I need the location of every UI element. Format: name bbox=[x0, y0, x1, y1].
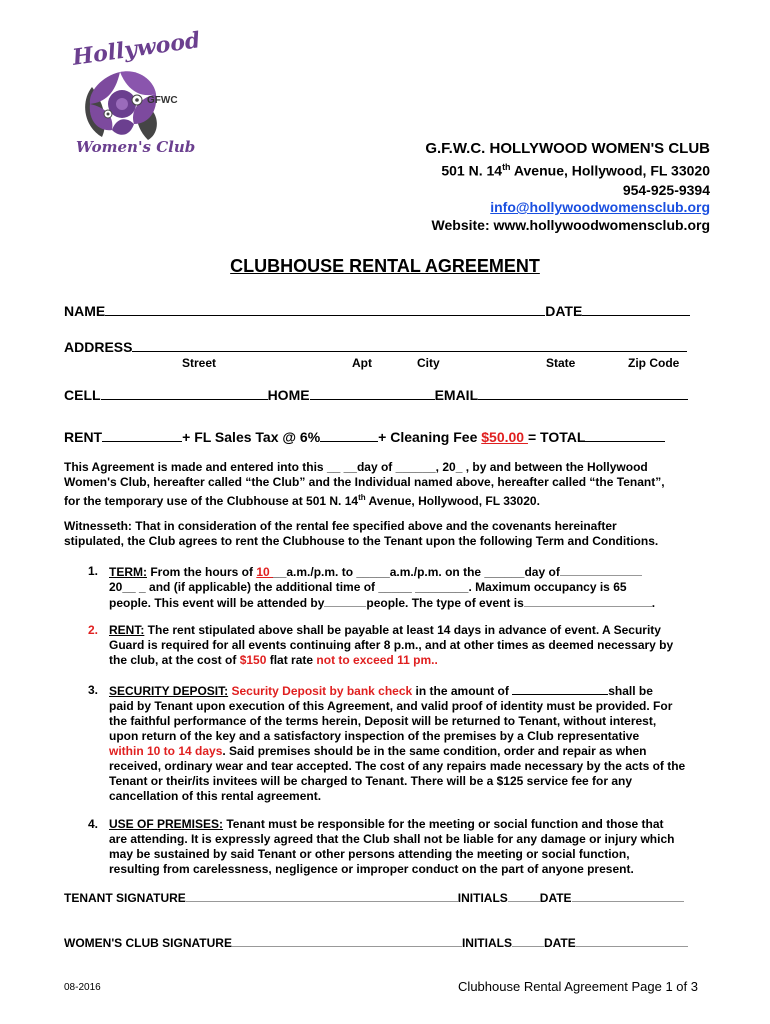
tenant-date-field[interactable] bbox=[572, 890, 684, 902]
address-label: ADDRESS bbox=[64, 339, 133, 355]
tax-label: + FL Sales Tax @ 6% bbox=[182, 429, 321, 445]
tenant-signature-label: TENANT SIGNATURE bbox=[64, 891, 186, 905]
cleaning-amount: $50.00 bbox=[481, 429, 528, 445]
home-field[interactable] bbox=[310, 386, 435, 400]
term-3: 3. SECURITY DEPOSIT: Security Deposit by bank check in the amount of shall be paid by Tenant upon execution of this Agreement, and valid proof of identity must be provided. For the faithful performance of the terms herein, Deposit will be returned to Tenant, without interest, upon return of the key and a satisfactory inspection of the premises by a Club representative within 10 to 14 days. Said premises should be in the same condition, order and repair as when received, ordinary wear and tear accepted. The cost of any repairs made necessary by the acts of the Tenant or their/its invitees will be charged to Tenant. There will be a $125 service fee for any cancellation of this rental agreement. bbox=[88, 683, 686, 803]
tenant-initials-field[interactable] bbox=[508, 890, 540, 902]
total-label: = TOTAL bbox=[527, 429, 586, 445]
apt-caption: Apt bbox=[352, 356, 372, 370]
total-field[interactable] bbox=[585, 428, 665, 442]
name-label: NAME bbox=[64, 303, 106, 319]
term-4: 4. USE OF PREMISES: Tenant must be responsible for the meeting or social function and those that are attending. It is expressly agreed that the Club shall not be liable for any damage or injury which may be sustained by said Tenant or other persons attending the meeting or social function, resulting from carelessness, negligence or improper conduct on the part of anyone present. bbox=[88, 817, 675, 876]
rent-field[interactable] bbox=[102, 428, 182, 442]
address-field[interactable] bbox=[132, 338, 687, 352]
club-email-link[interactable]: info@hollywoodwomensclub.org bbox=[490, 199, 710, 215]
page-footer: Clubhouse Rental Agreement Page 1 of 3 bbox=[458, 979, 698, 994]
club-phone: 954-925-9394 bbox=[622, 182, 710, 198]
contact-row bbox=[64, 386, 688, 403]
intro-paragraph: This Agreement is made and entered into this __ __day of ______, 20_ , by and between the Hollywood Women's Club, hereafter called “the Club” and the Individual named above, hereafter called “the Tenant”, for the temporary use of the Clubhouse at 501 N. 14th Avenue, Hollywood, FL 33020. bbox=[64, 460, 665, 508]
tax-field[interactable] bbox=[320, 428, 378, 442]
cell-label: CELL bbox=[64, 387, 101, 403]
club-signature-row: WOMEN'S CLUB SIGNATURE INITIALS DATE bbox=[64, 935, 688, 951]
tenant-signature-row: TENANT SIGNATURE INITIALS DATE bbox=[64, 890, 684, 906]
logo-bottom-text: Women's Club bbox=[76, 138, 196, 156]
club-initials-field[interactable] bbox=[512, 935, 544, 947]
club-name: G.F.W.C. HOLLYWOOD WOMEN'S CLUB bbox=[425, 140, 710, 157]
term-day-field[interactable] bbox=[560, 564, 642, 576]
name-field[interactable] bbox=[105, 302, 545, 316]
witness-paragraph: Witnesseth: That in consideration of the rental fee specified above and the covenants hereinafter stipulated, the Club agrees to rent the Clubhouse to the Tenant upon the following Term and Conditions. bbox=[64, 519, 659, 548]
club-logo bbox=[50, 27, 202, 162]
email-field[interactable] bbox=[478, 386, 688, 400]
name-date-row bbox=[64, 302, 690, 319]
club-date-field[interactable] bbox=[576, 935, 688, 947]
logo-top-text: Hollywood bbox=[70, 27, 202, 71]
cell-field[interactable] bbox=[101, 386, 268, 400]
logo-badge: GFWC bbox=[147, 95, 178, 106]
page-title: CLUBHOUSE RENTAL AGREEMENT bbox=[230, 256, 540, 276]
date-label: DATE bbox=[545, 303, 583, 319]
city-caption: City bbox=[417, 356, 440, 370]
street-caption: Street bbox=[182, 356, 217, 370]
event-type-field[interactable] bbox=[524, 595, 652, 607]
state-caption: State bbox=[546, 356, 576, 370]
deposit-amount-field[interactable] bbox=[512, 683, 608, 695]
home-label: HOME bbox=[267, 387, 310, 403]
zip-caption: Zip Code bbox=[628, 356, 680, 370]
club-signature-field[interactable] bbox=[232, 935, 462, 947]
term-1: 1. TERM: From the hours of 10 __a.m./p.m. to _____a.m./p.m. on the ______day of 20__ _ and (if applicable) the additional time of _____ ________. Maximum occupancy is 65 people. This event will be attended by people. The type of event is . bbox=[88, 564, 656, 610]
tenant-signature-field[interactable] bbox=[186, 890, 458, 902]
rent-label: RENT bbox=[64, 429, 103, 445]
cleaning-label: + Cleaning Fee bbox=[378, 429, 482, 445]
club-website: Website: www.hollywoodwomensclub.org bbox=[431, 217, 710, 233]
form-code: 08-2016 bbox=[64, 982, 101, 993]
rent-row bbox=[64, 428, 665, 445]
club-address: 501 N. 14th Avenue, Hollywood, FL 33020 bbox=[441, 162, 710, 179]
term-2: 2. RENT: The rent stipulated above shall be payable at least 14 days in advance of event. A Security Guard is required for all events continuing after 8 p.m., and at other times as deemed necessary by the club, at the cost of $150 flat rate not to exceed 11 pm.. bbox=[88, 623, 674, 667]
email-label: EMAIL bbox=[434, 387, 479, 403]
club-signature-label: WOMEN'S CLUB SIGNATURE bbox=[64, 936, 232, 950]
date-field[interactable] bbox=[582, 302, 690, 316]
attendance-field[interactable] bbox=[324, 595, 366, 607]
address-row bbox=[64, 338, 687, 355]
